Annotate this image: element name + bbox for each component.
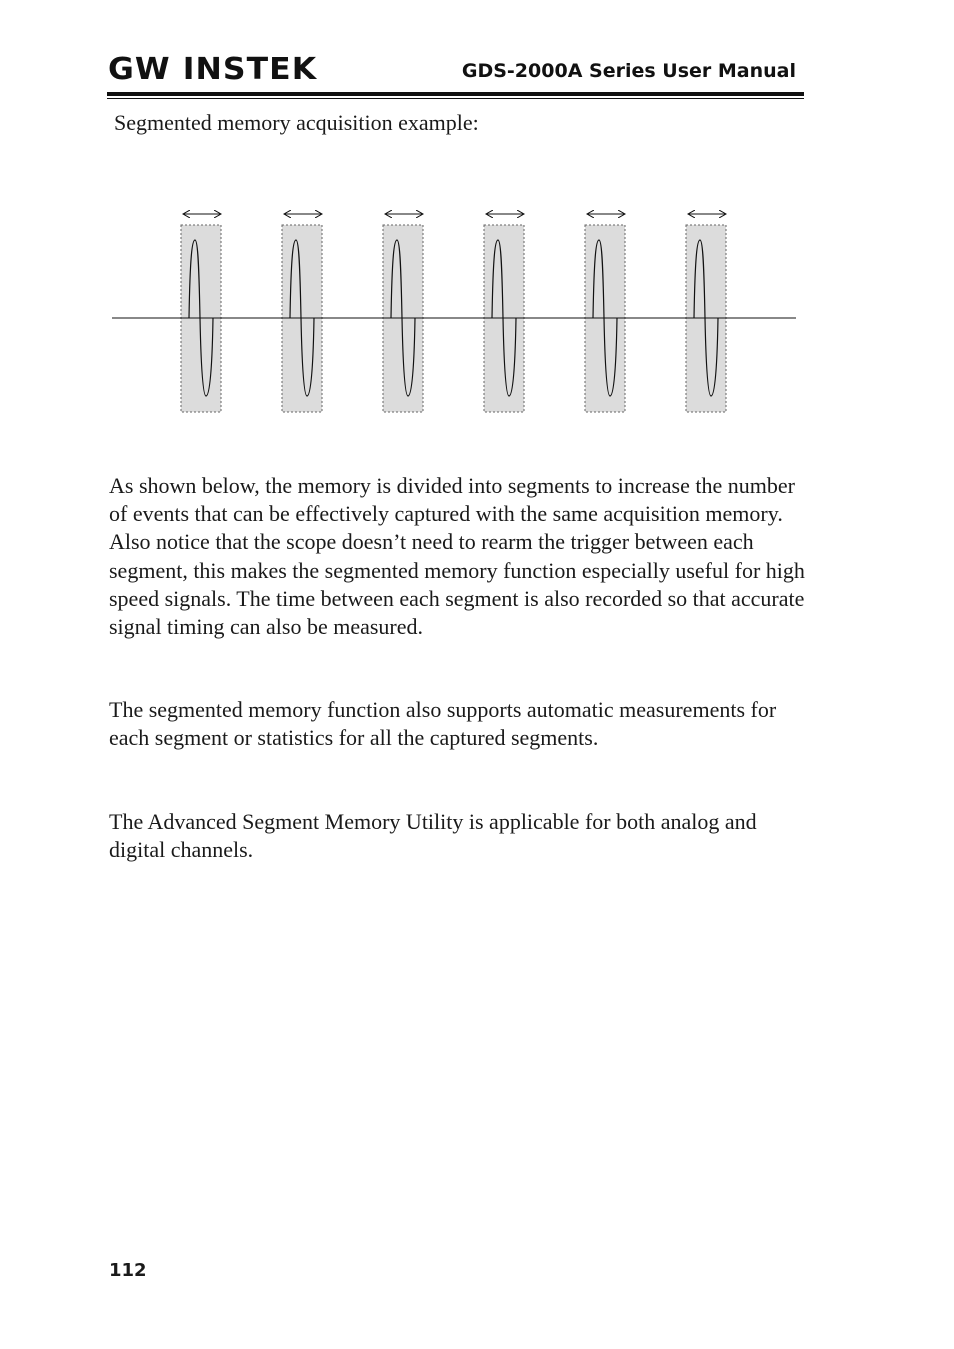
segmented-memory-diagram bbox=[100, 195, 810, 425]
header-rule-thick bbox=[107, 92, 804, 96]
paragraph-segments-overview: As shown below, the memory is divided into segments to increase the number of events that can be effectively captured with the same acquisition memory. Also notice that the scope doesn’t need to rearm the trigger between each segment, this makes the segmented memory function especially useful for high speed signals. The time between each segment is also recorded so that accurate signal timing can also be measured. bbox=[109, 473, 805, 640]
figure-caption: Segmented memory acquisition example: bbox=[114, 110, 479, 135]
page-number: 112 bbox=[109, 1260, 147, 1281]
paragraph-channels: The Advanced Segment Memory Utility is applicable for both analog and digital channels. bbox=[109, 809, 757, 863]
brand-logo: GW INSTEK bbox=[108, 52, 318, 87]
manual-title: GDS-2000A Series User Manual bbox=[461, 60, 796, 82]
header-rule-thin bbox=[107, 98, 804, 99]
paragraph-measurements: The segmented memory function also supports automatic measurements for each segment or statistics for all the captured segments. bbox=[109, 697, 777, 751]
